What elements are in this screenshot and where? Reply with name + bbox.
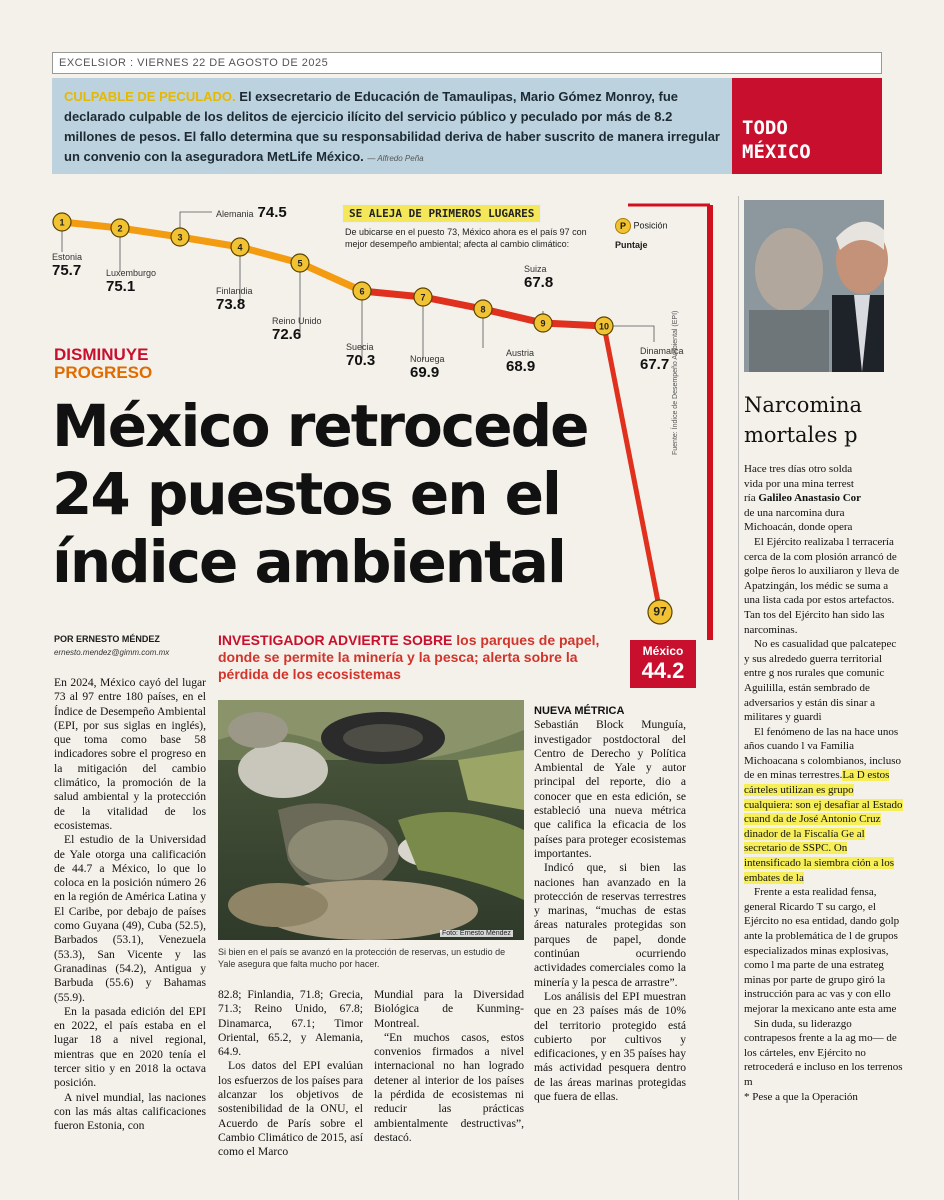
country-score: 75.1 [106,278,136,295]
rank-label: 8 [480,304,486,315]
byline: POR ERNESTO MÉNDEZ [54,634,160,644]
paragraph: Indicó que, si bien las naciones han avanzado en la protección de reservas terrestres y marinas, “muchas de estas áreas naturales protegidas son parques de papel, donde continúan ocurriendo actividades comerciales como la minería y la pesca de arrastre”. [534,861,686,989]
country-label [52,252,82,279]
legend-position-label: Posición [633,220,668,231]
headline-line2: 24 puestos en el [52,460,560,528]
paragraph: El estudio de la Universidad de Yale otorga una calificación de 44.7 a México, lo que lo coloca en la posición número 26 en la región de América Latina y El Caribe, por debajo de países como Guyana (49), Cuba (52.5), Barbados (53.1), Venezuela (53.3), San Vicente y las Granadinas (54.2), Antigua y Barbuda (55.6) y Bahamas (55.9). [54,833,206,1004]
rank-label: 6 [359,286,365,297]
paragraph: Sebastián Block Munguía, investigador postdoctoral del Centro de Derecho y Política Ambiental de Yale y autor principal del reporte, dio a conocer que en esta edición, se estableció una nueva métrica que califica la eficacia de los países para proteger ecosistemas importantes. [534,718,686,860]
photo-caption: Si bien en el país se avanzó en la protección de reservas, un estudio de Yale asegura que falta mucho por hacer. [218,947,506,969]
side-p4a: El fenómeno de las na hace unos años cuando l va Familia Michoacana s colombianos, incluso de en minas terrestres. [744,725,902,782]
side-p1c: ría [744,492,759,505]
side-p1b: vida por una mina terrest [744,477,854,490]
paragraph: “En muchos casos, estos convenios firmados a nivel internacional no han logrado detener al interior de los países la pérdida de ecosistemas ni reducir las prácticas ambientalmente destructivas”, destacó. [374,1030,524,1144]
paragraph: Mundial para la Diversidad Biológica de Kunming-Montreal. [374,988,524,1030]
country-score: 67.7 [640,356,670,373]
rank-label: 97 [653,604,667,619]
country-name: Dinamarca [640,346,684,356]
side-p1f: Michoacán, donde opera [744,521,853,534]
side-p1e: de una narcomina dura [744,506,845,519]
paragraph: 82.8; Finlandia, 71.8; Grecia, 71.3; Reino Unido, 67.8; Dinamarca, 67.1; Timor Oriental, 65.2, y Alemania, 64.9. [218,988,363,1059]
mexico-score: 44.2 [641,658,685,683]
legend-marker: P [615,218,631,234]
brief-kicker: CULPABLE DE PECULADO. [64,89,236,104]
column-divider [738,196,739,1200]
country-score: 67.8 [524,274,554,291]
section-label: NUEVA MÉTRICA [534,705,625,717]
officials-portrait-image [744,200,884,372]
rank-label: 2 [117,223,123,234]
series-segment [300,263,362,291]
country-score: 72.6 [272,326,302,343]
country-score: 69.9 [410,364,440,381]
country-score: 68.9 [506,358,536,375]
country-name: Suiza [524,264,547,274]
country-name: Austria [506,348,535,358]
article-column-3 [374,988,524,1145]
subhead-text: los parques de papel, donde se permite la minería y la pesca; alerta sobre la pérdida de los ecosistemas [218,632,600,682]
river-tire-image [218,700,524,940]
highlighted-text: La D estos cárteles utilizan es grupo cualquiera: son ej desafiar al Estado cuand da de José Antonio Cruz dinador de la Fiscalía Ge al secretario de SSPC. On intensificado la siembra ción a los embates de la [744,769,903,884]
chart-subtitle: De ubicarse en el puesto 73, México ahora es el país 97 con mejor desempeño ambiental; afecta al cambio climático: [345,227,587,249]
headline-line3: índice ambiental [52,528,565,596]
paragraph [744,725,904,886]
country-name: Estonia [52,252,83,262]
chart-source: Fuente: Índice de Desempeño Ambiental (EPI) [672,310,679,455]
mexico-label: México [642,644,684,658]
side-story-photo [744,200,884,372]
article-column-1 [54,676,206,1134]
rank-label: 3 [177,232,183,243]
paragraph: A nivel mundial, las naciones con las más altas calificaciones fueron Estonia, con [54,1090,206,1133]
side-story-text [744,462,904,1104]
country-name: Alemania [216,209,254,219]
rank-label: 7 [420,292,426,303]
section-tag [732,78,882,174]
rank-label: 1 [59,217,65,228]
side-story-title [744,390,944,450]
brief-text: El exsecretario de Educación de Tamaulipas, Mario Gómez Monroy, fue declarado culpable de los delitos de ejercicio ilícito del servicio público y peculado por más de 8.2 millones de pesos. El fallo determina que su responsabilidad deriva de haber suscrito de manera irregular un convenio con la aseguradora MetLife México. [64,89,720,164]
country-label [216,286,253,313]
side-p1a: Hace tres días otro solda [744,463,853,475]
country-label [506,348,535,375]
brief-credit: — Alfredo Peña [367,154,424,163]
paragraph: En 2024, México cayó del lugar 73 al 97 entre 180 países, en el Índice de Desempeño Ambiental (EPI, por sus siglas en inglés), que toma como base 58 indicadores sobre el progreso en la mitigación del cambio climático, la promoción de la salud ambiental y la protección de la vitalidad de los ecosistemas. [54,676,206,832]
country-label [410,354,445,381]
rank-label: 9 [540,318,546,329]
country-label [640,346,684,373]
section-tag-line1: TODO [742,117,788,139]
article-column-4 [534,704,686,1104]
country-name: Finlandia [216,286,253,296]
article-kicker [54,346,152,382]
paragraph: Frente a esta realidad fensa, general Ricardo T su cargo, el Ejército no esa entidad, dando golp ante la problemática de l de grupos especializados minas explosivas, como l ma parte de una estrateg minas por parte de grupo giró la instrucción para ac vas y con ello mejorar la mexicano ante esta ame [744,886,900,1015]
side-p1d: Galileo Anastasio Cor [758,492,862,505]
headline [52,392,622,596]
country-name: Reino Unido [272,316,322,326]
paragraph: Los análisis del EPI muestran que en 23 países más de 10% del territorio protegido está cubierto por cultivos y edificaciones, y en 35 países hay más actividad pesquera dentro de las áreas marinas protegidas que fuera de ellas. [534,989,686,1104]
rank-label: 10 [598,321,610,332]
chart-legend [615,218,695,250]
country-label [346,342,375,369]
country-label [524,264,553,291]
article-photo [218,700,524,940]
article-column-2 [218,988,363,1160]
paragraph [744,462,904,535]
country-label [106,268,156,295]
side-title-line1: Narcomina [744,393,863,417]
mexico-score-badge [630,640,696,688]
page-header: EXCELSIOR : VIERNES 22 DE AGOSTO DE 2025 [52,52,882,74]
rank-label: 4 [237,242,243,253]
legend-score-label: Puntaje [615,240,648,250]
photo-credit: Foto: Ernesto Méndez [442,930,511,937]
country-name: Noruega [410,354,445,364]
paragraph: El Ejército realizaba l terracería cerca de la com plosión arrancó de golpe ñeros lo auxiliaron y lleva de Apatzingán, los médic se suma a una lista cada por estos artefactos. Tan tos del Ejército han sido las narcominas. [744,535,900,636]
headline-line1: México retrocede [52,392,588,460]
article-kicker-line1: DISMINUYE [54,345,149,364]
country-score: 74.5 [257,204,287,221]
side-title-line2: mortales p [744,423,858,447]
article-kicker-line2: PROGRESO [54,363,153,382]
chart-title: SE ALEJA DE PRIMEROS LUGARES [342,204,541,223]
section-tag-line2: MÉXICO [742,141,811,163]
paragraph: * Pese a que la Operación [744,1090,858,1103]
paragraph: No es casualidad que palcatepec y sus alrededo guerra territorial entre g nos rurales que comunic Aguililla, están sembrado de adversarios y están dis sinar a militares y guardi [744,638,897,724]
subhead [218,632,618,683]
paragraph: Los datos del EPI evalúan los esfuerzos de los países para alcanzar los objetivos de sostenibilidad de la ONU, el Acuerdo de París sobre el Cambio Climático de 2015, así como el Marco [218,1059,363,1159]
country-label [216,204,287,221]
country-name: Luxemburgo [106,268,157,278]
country-score: 70.3 [346,352,376,369]
country-name: Suecia [346,342,374,352]
country-label [272,316,322,343]
rank-label: 5 [297,258,303,269]
paragraph: Sin duda, su liderazgo contrapesos frente a la ag mo— de los cárteles, env Ejército no retrocederá e incluso en los terrenos m [744,1017,903,1088]
country-score: 73.8 [216,296,246,313]
news-brief [52,78,732,174]
paragraph: En la pasada edición del EPI en 2022, el país estaba en el lugar 18 a nivel regional, mientras que en 2020 tenía el tercer sitio y en 2018 la octava posición. [54,1004,206,1090]
byline-email[interactable]: ernesto.mendez@gimm.com.mx [54,648,170,657]
country-score: 75.7 [52,262,82,279]
subhead-kicker: INVESTIGADOR ADVIERTE SOBRE [218,632,453,648]
